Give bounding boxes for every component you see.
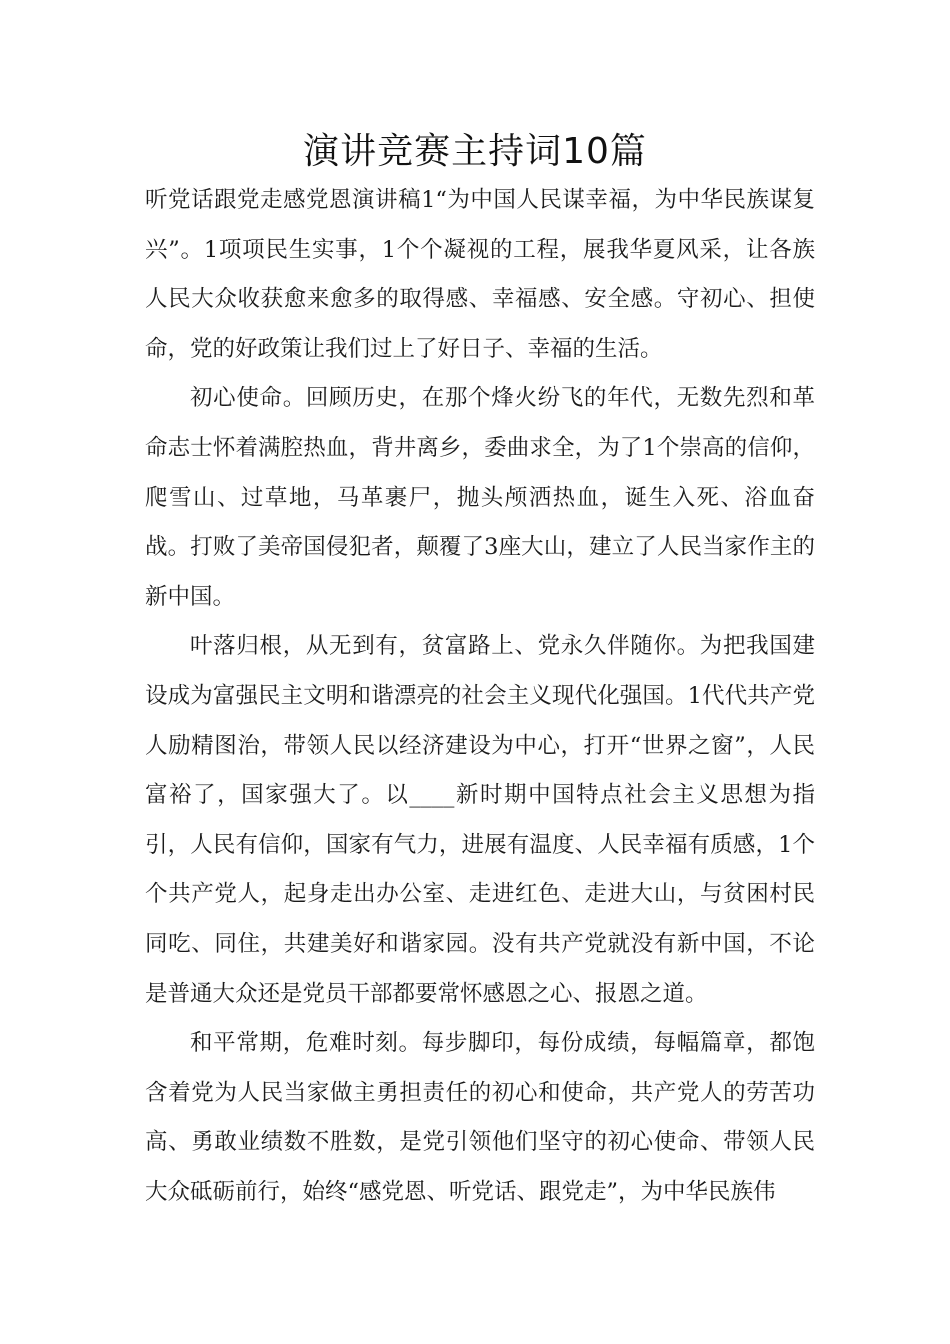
document-title: 演讲竞赛主持词10篇 [303, 131, 647, 172]
document-body [145, 176, 815, 1217]
paragraph-3: 叶落归根，从无到有，贫富路上、党永久伴随你。为把我国建设成为富强民主文明和谐漂亮的社会主义现代化强国。1代代共产党人励精图治，带领人民以经济建设为中心，打开“世界之窗”，人民富裕了，国家强大了。以____新时期中国特点社会主义思想为指引，人民有信仰，国家有气力，进展有温度、人民幸福有质感，1个个共产党人，起身走出办公室、走进红色、走进大山，与贫困村民同吃、同住，共建美好和谐家园。没有共产党就没有新中国，不论是普通大众还是党员干部都要常怀感恩之心、报恩之道。 [145, 633, 815, 1007]
paragraph-1: 听党话跟党走感党恩演讲稿1“为中国人民谋幸福，为中华民族谋复兴”。1项项民生实事，1个个凝视的工程，展我华夏风采，让各族人民大众收获愈来愈多的取得感、幸福感、安全感。守初心、担使命，党的好政策让我们过上了好日子、幸福的生活。 [145, 187, 815, 362]
paragraph-4: 和平常期，危难时刻。每步脚印，每份成绩，每幅篇章，都饱含着党为人民当家做主勇担责任的初心和使命，共产党人的劳苦功高、勇敢业绩数不胜数，是党引领他们坚守的初心使命、带领人民大众砥砺前行，始终“感党恩、听党话、跟党走”，为中华民族伟 [145, 1030, 815, 1205]
paragraph-2: 初心使命。回顾历史，在那个烽火纷飞的年代，无数先烈和革命志士怀着满腔热血，背井离乡，委曲求全，为了1个崇高的信仰，爬雪山、过草地，马革裹尸，抛头颅洒热血，诞生入死、浴血奋战。打败了美帝国侵犯者，颠覆了3座大山，建立了人民当家作主的新中国。 [145, 385, 815, 610]
